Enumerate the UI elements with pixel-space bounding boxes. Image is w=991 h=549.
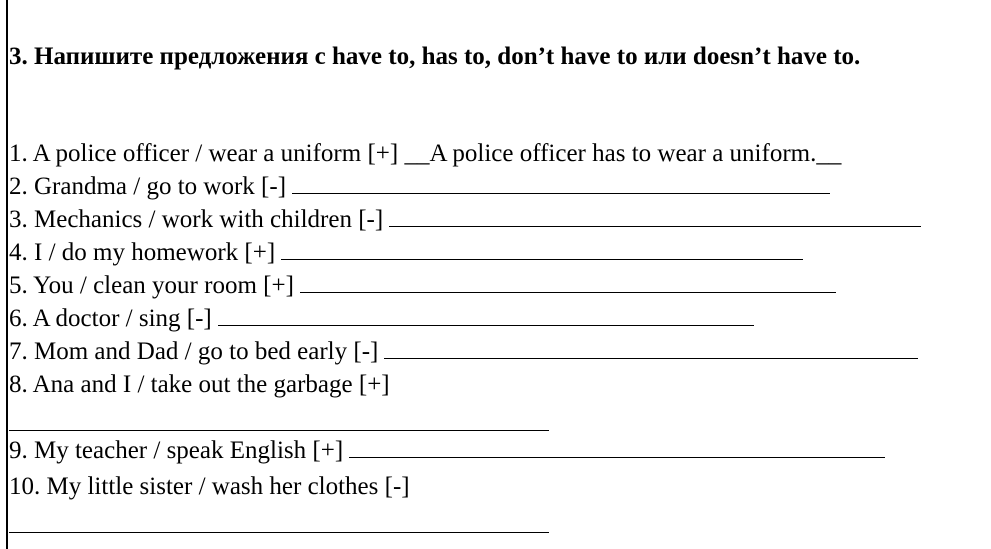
answer-blank[interactable] xyxy=(292,192,830,194)
answer-blank[interactable] xyxy=(349,456,885,458)
exercise-item-text: 6. A doctor / sing [-] xyxy=(9,305,212,332)
exercise-item-text: 5. You / clean your room [+] xyxy=(9,272,294,299)
exercise-item-6 xyxy=(9,302,754,335)
exercise-item-text: 4. I / do my homework [+] xyxy=(9,239,276,266)
exercise-item-text: 3. Mechanics / work with children [-] xyxy=(9,206,384,233)
exercise-item-5 xyxy=(9,269,836,302)
exercise-item-text: 7. Mom and Dad / go to bed early [-] xyxy=(9,338,379,365)
exercise-item-8 xyxy=(9,368,390,401)
exercise-item-1 xyxy=(9,137,841,170)
exercise-item-text: 1. A police officer / wear a uniform [+] __A police officer has to wear a uniform.__ xyxy=(9,140,842,167)
answer-blank[interactable] xyxy=(9,430,549,431)
exercise-item-text: 10. My little sister / wash her clothes [-] xyxy=(9,473,410,500)
answer-blank[interactable] xyxy=(389,225,921,227)
answer-blank[interactable] xyxy=(218,324,754,326)
answer-blank[interactable] xyxy=(9,532,549,533)
exercise-item-9 xyxy=(9,434,885,467)
exercise-item-10 xyxy=(9,470,410,503)
exercise-item-text: 8. Ana and I / take out the garbage [+] xyxy=(9,371,390,398)
answer-blank[interactable] xyxy=(384,357,918,359)
exercise-item-4 xyxy=(9,236,803,269)
answer-blank[interactable] xyxy=(300,291,836,293)
exercise-item-2 xyxy=(9,170,830,203)
exercise-item-7 xyxy=(9,335,918,368)
exercise-title: 3. Напишите предложения с have to, has to, don’t have to или doesn’t have to. xyxy=(9,43,861,70)
exercise-item-3 xyxy=(9,203,921,236)
answer-blank[interactable] xyxy=(281,258,803,260)
exercise-item-text: 2. Grandma / go to work [-] xyxy=(9,173,287,200)
exercise-item-text: 9. My teacher / speak English [+] xyxy=(9,437,344,464)
